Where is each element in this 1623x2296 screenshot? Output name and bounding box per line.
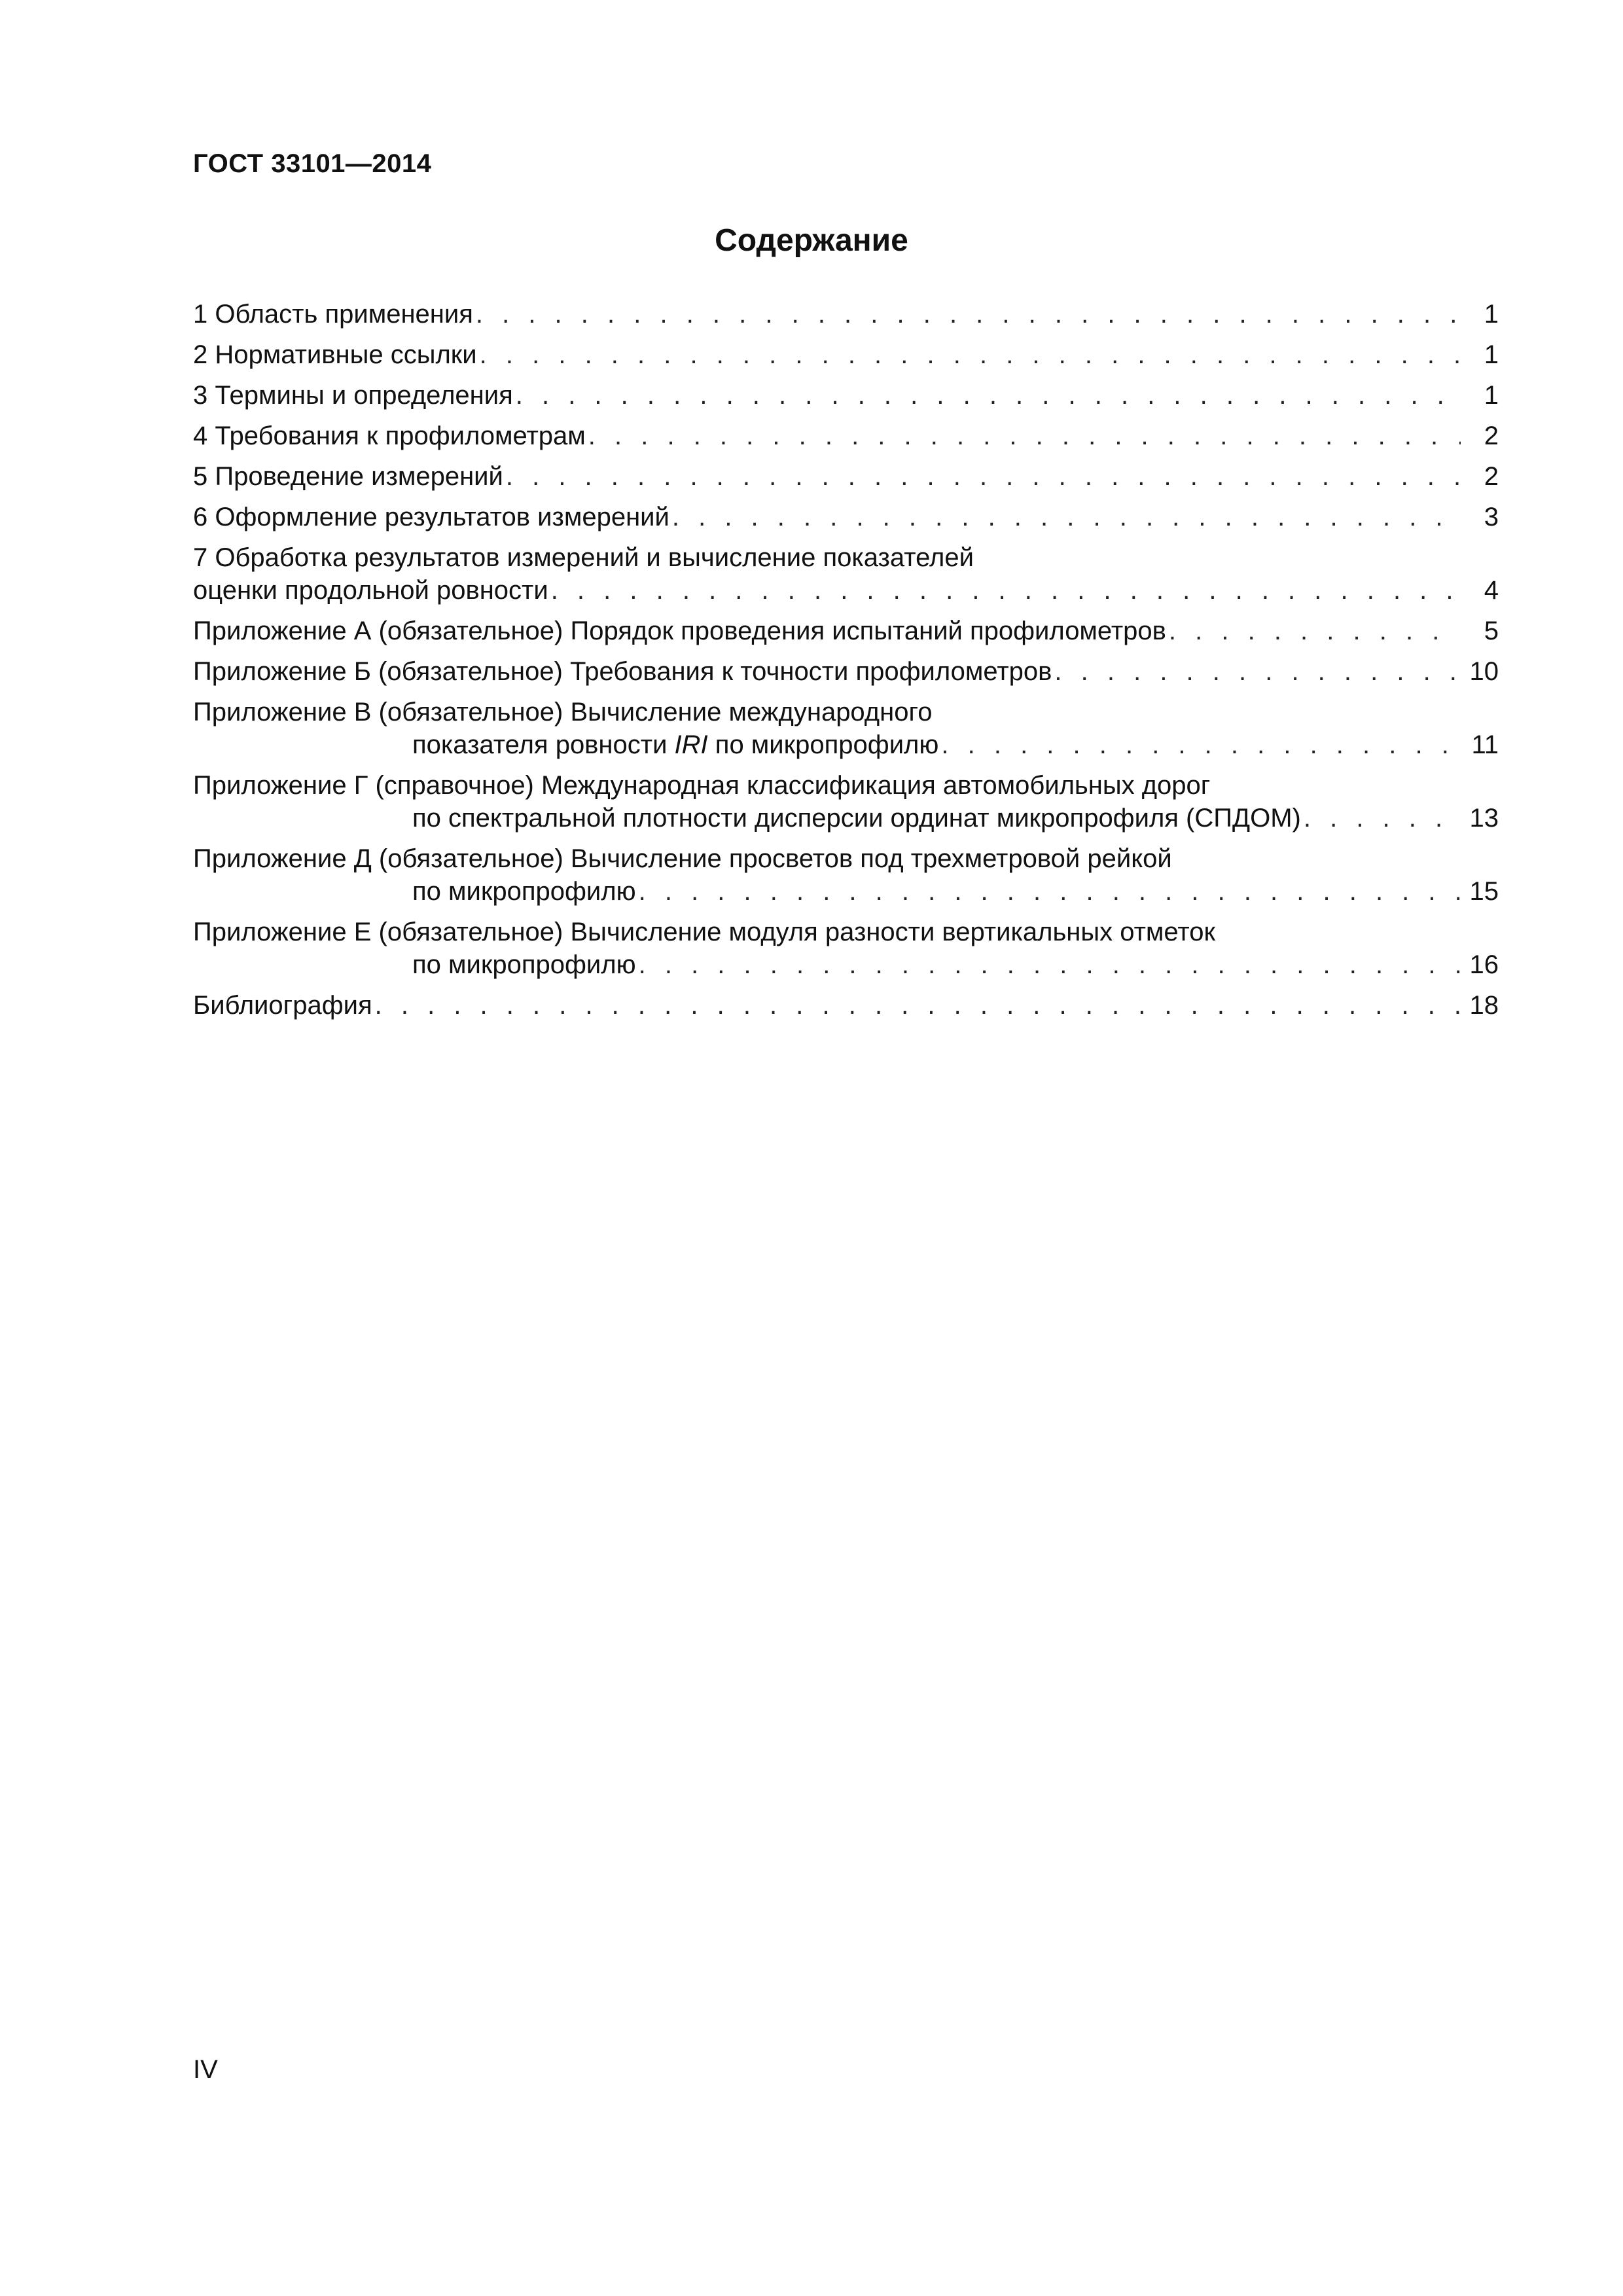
- toc-entry[interactable]: [193, 420, 1499, 452]
- toc-entry-title-continuation: по микропрофилю: [412, 877, 636, 906]
- toc-entry[interactable]: [193, 916, 1499, 981]
- toc-entry-page: 3: [1484, 503, 1499, 531]
- toc-entry-page: 1: [1484, 381, 1499, 410]
- toc-entry[interactable]: [193, 501, 1499, 533]
- toc-entry-page: 1: [1484, 340, 1499, 369]
- toc-entry[interactable]: [193, 541, 1499, 607]
- dot-leader: [1169, 615, 1461, 647]
- dot-leader: [941, 728, 1461, 761]
- toc-entry[interactable]: [193, 842, 1499, 908]
- toc-entry-title: Приложение В (обязательное) Вычисление международного: [193, 698, 933, 726]
- iri-term: IRI: [674, 730, 708, 759]
- dot-leader: [506, 460, 1461, 493]
- toc-entry-title-continuation: по микропрофилю: [412, 950, 636, 979]
- table-of-contents: [193, 298, 1499, 1030]
- dot-leader: [672, 501, 1461, 533]
- toc-entry-title-continuation: по спектральной плотности дисперсии ординат микропрофиля (СПДОМ): [412, 804, 1301, 833]
- toc-entry-title-continuation: оценки продольной ровности: [193, 576, 548, 605]
- dot-leader: [639, 875, 1461, 908]
- toc-entry-title: Библиография: [193, 991, 372, 1020]
- continuation-text-pre: показателя ровности: [412, 730, 675, 759]
- toc-entry-page: 2: [1484, 422, 1499, 450]
- toc-entry-page: 13: [1469, 804, 1499, 833]
- toc-entry-title: Приложение Б (обязательное) Требования к точности профилометров: [193, 657, 1052, 686]
- toc-entry-title: 5 Проведение измерений: [193, 462, 503, 491]
- toc-entry-page: 18: [1469, 991, 1499, 1020]
- dot-leader: [639, 948, 1461, 981]
- toc-entry-title: 6 Оформление результатов измерений: [193, 503, 669, 531]
- toc-entry[interactable]: [193, 460, 1499, 493]
- toc-entry-page: 5: [1484, 617, 1499, 645]
- dot-leader: [588, 420, 1461, 452]
- dot-leader: [551, 574, 1461, 607]
- toc-entry[interactable]: [193, 989, 1499, 1022]
- toc-entry[interactable]: [193, 615, 1499, 647]
- toc-entry-title: Приложение Г (справочное) Международная классификация автомобильных дорог: [193, 771, 1211, 800]
- toc-entry[interactable]: [193, 298, 1499, 331]
- toc-entry[interactable]: [193, 338, 1499, 371]
- toc-entry-page: 15: [1469, 877, 1499, 906]
- toc-entry-page: 11: [1471, 730, 1499, 759]
- toc-entry-title: 3 Термины и определения: [193, 381, 513, 410]
- dot-leader: [476, 298, 1461, 331]
- toc-entry[interactable]: [193, 696, 1499, 761]
- dot-leader: [375, 989, 1461, 1022]
- toc-entry-title: 4 Требования к профилометрам: [193, 422, 586, 450]
- toc-entry[interactable]: [193, 655, 1499, 688]
- toc-entry-title: Приложение А (обязательное) Порядок проведения испытаний профилометров: [193, 617, 1166, 645]
- continuation-text-post: по микропрофилю: [707, 730, 939, 759]
- dot-leader: [1304, 802, 1461, 834]
- toc-entry[interactable]: [193, 769, 1499, 834]
- toc-entry-title: Приложение Д (обязательное) Вычисление просветов под трехметровой рейкой: [193, 844, 1172, 873]
- toc-entry-title: Приложение Е (обязательное) Вычисление модуля разности вертикальных отметок: [193, 918, 1215, 946]
- toc-entry-page: 16: [1469, 950, 1499, 979]
- toc-entry-title: 7 Обработка результатов измерений и вычисление показателей: [193, 543, 974, 572]
- dot-leader: [516, 379, 1461, 412]
- toc-entry-page: 1: [1484, 300, 1499, 329]
- toc-entry[interactable]: [193, 379, 1499, 412]
- toc-entry-page: 10: [1469, 657, 1499, 686]
- dot-leader: [480, 338, 1461, 371]
- toc-entry-title-continuation: [412, 728, 938, 761]
- toc-title: Содержание: [715, 223, 908, 258]
- toc-entry-title: 2 Нормативные ссылки: [193, 340, 477, 369]
- toc-entry-title: 1 Область применения: [193, 300, 473, 329]
- page-number: IV: [193, 2055, 218, 2084]
- dot-leader: [1054, 655, 1461, 688]
- standard-designation: ГОСТ 33101—2014: [193, 149, 432, 178]
- toc-entry-page: 4: [1484, 576, 1499, 605]
- toc-entry-page: 2: [1484, 462, 1499, 491]
